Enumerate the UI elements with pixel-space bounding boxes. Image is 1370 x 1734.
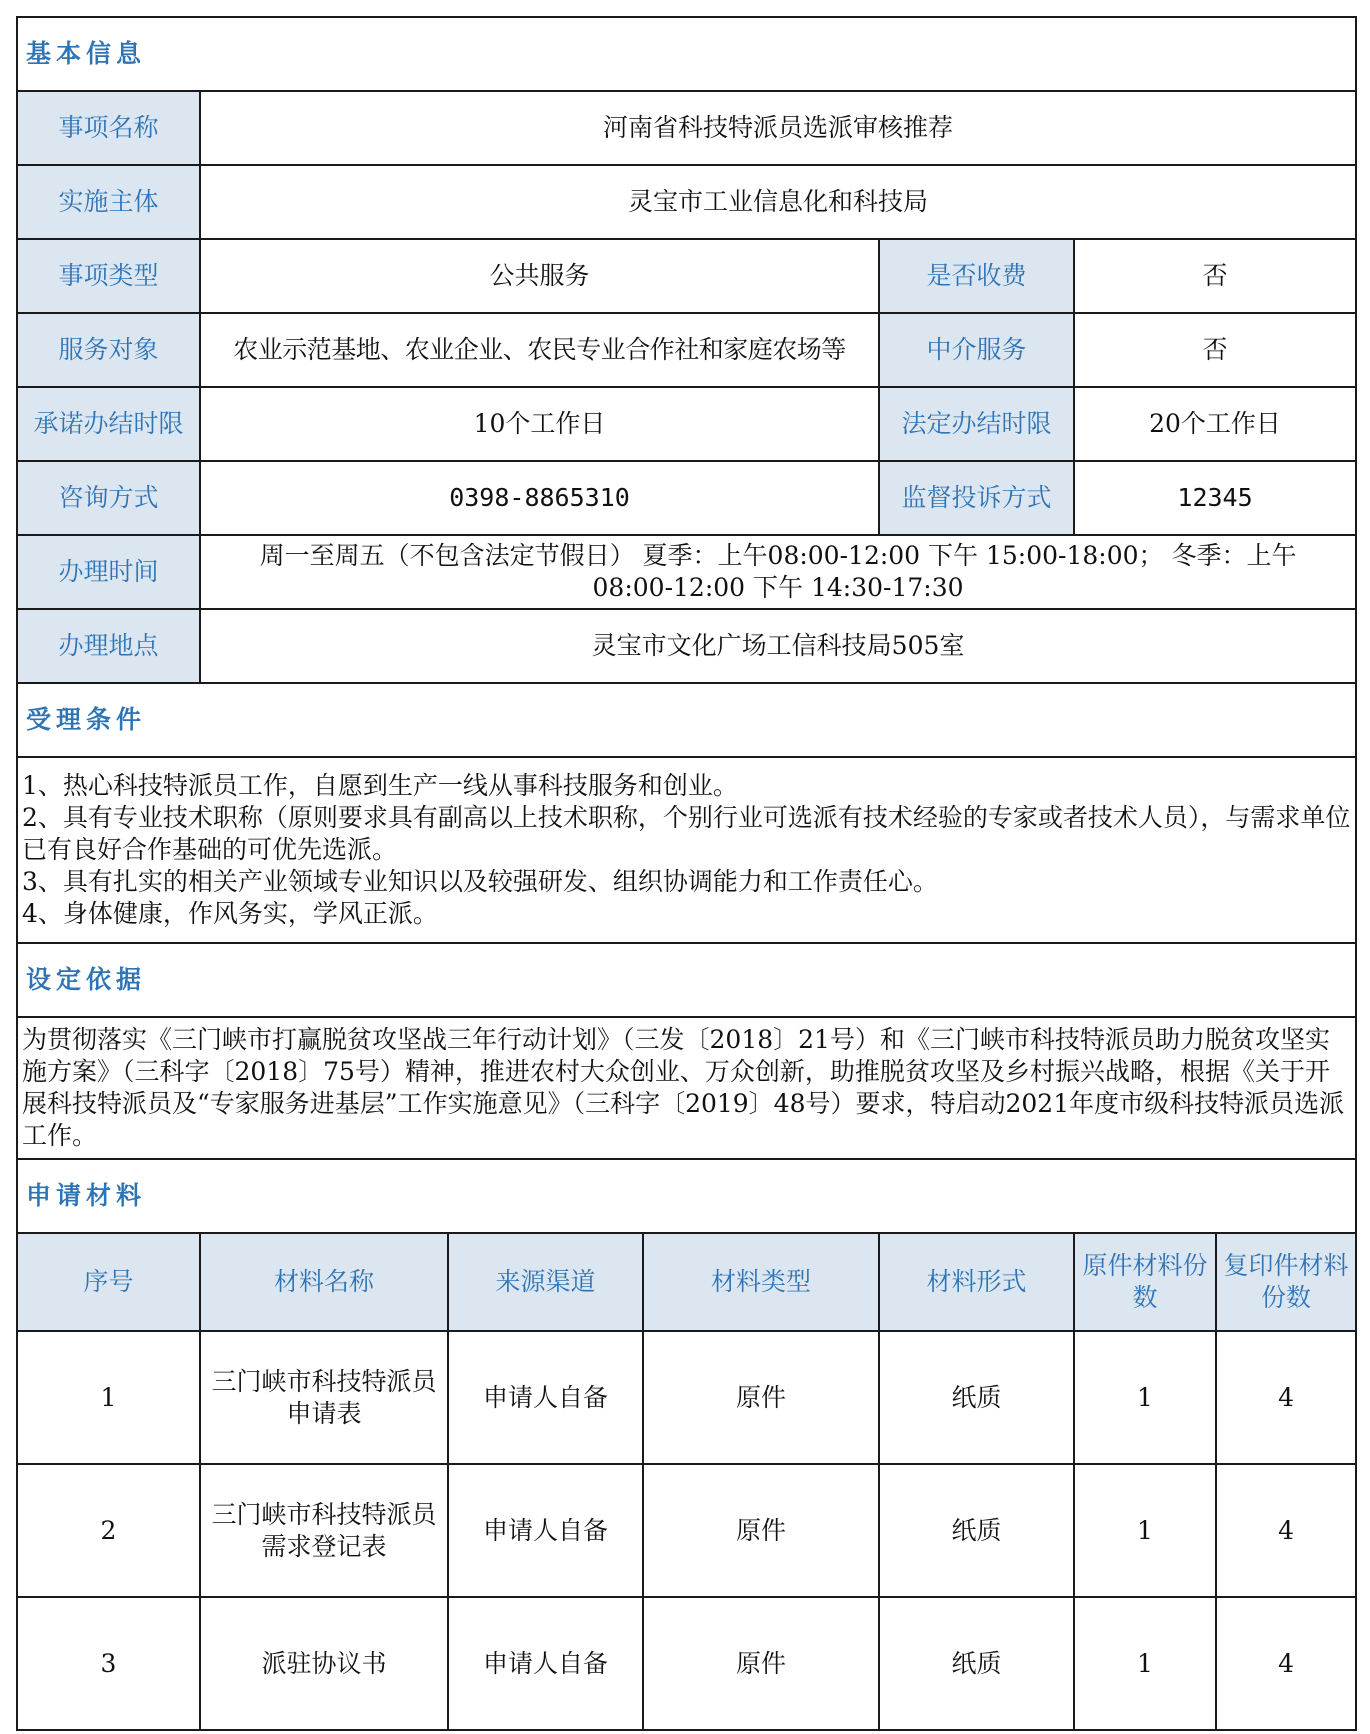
label-legal: 法定办结时限	[879, 387, 1074, 461]
section-title-basic: 基本信息	[17, 17, 1356, 91]
row-conditions	[17, 757, 1356, 943]
label-type: 事项类型	[17, 239, 200, 313]
value-consult-phone: 0398-8865310	[200, 461, 879, 535]
value-agency: 否	[1074, 313, 1356, 387]
row-target-agency	[17, 313, 1356, 387]
row-basis	[17, 1017, 1356, 1159]
label-item-name: 事项名称	[17, 91, 200, 165]
cell-no: 1	[17, 1331, 200, 1464]
row-place	[17, 609, 1356, 683]
label-promise: 承诺办结时限	[17, 387, 200, 461]
row-contact	[17, 461, 1356, 535]
row-time-limits	[17, 387, 1356, 461]
header-name: 材料名称	[200, 1233, 448, 1331]
condition-item: 3、具有扎实的相关产业领域专业知识以及较强研发、组织协调能力和工作责任心。	[22, 867, 938, 896]
label-hours: 办理时间	[17, 535, 200, 609]
section-materials-row	[17, 1159, 1356, 1233]
value-subject: 灵宝市工业信息化和科技局	[200, 165, 1356, 239]
label-consult: 咨询方式	[17, 461, 200, 535]
label-fee: 是否收费	[879, 239, 1074, 313]
cell-type: 原件	[643, 1464, 879, 1597]
hours-line-2: 08:00-12:00 下午 14:30-17:30	[592, 573, 964, 602]
row-subject	[17, 165, 1356, 239]
header-copy-count: 复印件材料份数	[1216, 1233, 1356, 1331]
label-target: 服务对象	[17, 313, 200, 387]
row-item-name	[17, 91, 1356, 165]
section-basic-row	[17, 17, 1356, 91]
value-place: 灵宝市文化广场工信科技局505室	[200, 609, 1356, 683]
conditions-list	[17, 757, 1356, 943]
service-guide-table	[16, 16, 1357, 1731]
value-promise: 10个工作日	[200, 387, 879, 461]
header-orig-count: 原件材料份数	[1074, 1233, 1216, 1331]
table-row	[17, 1464, 1356, 1597]
cell-name: 派驻协议书	[200, 1597, 448, 1730]
label-agency: 中介服务	[879, 313, 1074, 387]
value-fee: 否	[1074, 239, 1356, 313]
cell-name: 三门峡市科技特派员申请表	[200, 1331, 448, 1464]
condition-item: 4、身体健康，作风务实，学风正派。	[22, 899, 438, 928]
section-conditions-row	[17, 683, 1356, 757]
section-title-conditions: 受理条件	[17, 683, 1356, 757]
cell-source: 申请人自备	[448, 1597, 643, 1730]
condition-item: 1、热心科技特派员工作，自愿到生产一线从事科技服务和创业。	[22, 771, 738, 800]
cell-type: 原件	[643, 1597, 879, 1730]
cell-source: 申请人自备	[448, 1331, 643, 1464]
section-title-basis: 设定依据	[17, 943, 1356, 1017]
cell-orig-count: 1	[1074, 1464, 1216, 1597]
cell-type: 原件	[643, 1331, 879, 1464]
value-hours	[200, 535, 1356, 609]
label-place: 办理地点	[17, 609, 200, 683]
section-basis-row	[17, 943, 1356, 1017]
header-form: 材料形式	[879, 1233, 1074, 1331]
table-row	[17, 1331, 1356, 1464]
cell-name: 三门峡市科技特派员需求登记表	[200, 1464, 448, 1597]
table-row	[17, 1597, 1356, 1730]
value-complaint-phone: 12345	[1074, 461, 1356, 535]
row-type-fee	[17, 239, 1356, 313]
label-complaint: 监督投诉方式	[879, 461, 1074, 535]
value-type: 公共服务	[200, 239, 879, 313]
cell-copy-count: 4	[1216, 1597, 1356, 1730]
materials-header-row	[17, 1233, 1356, 1331]
value-item-name: 河南省科技特派员选派审核推荐	[200, 91, 1356, 165]
condition-item: 2、具有专业技术职称（原则要求具有副高以上技术职称，个别行业可选派有技术经验的专家或者技术人员），与需求单位已有良好合作基础的可优先选派。	[22, 803, 1351, 864]
cell-no: 2	[17, 1464, 200, 1597]
header-type: 材料类型	[643, 1233, 879, 1331]
cell-source: 申请人自备	[448, 1464, 643, 1597]
cell-orig-count: 1	[1074, 1597, 1216, 1730]
value-legal: 20个工作日	[1074, 387, 1356, 461]
cell-form: 纸质	[879, 1597, 1074, 1730]
cell-form: 纸质	[879, 1464, 1074, 1597]
label-subject: 实施主体	[17, 165, 200, 239]
hours-line-1: 周一至周五（不包含法定节假日） 夏季：上午08:00-12:00 下午 15:00-18:00； 冬季：上午	[259, 541, 1297, 570]
header-source: 来源渠道	[448, 1233, 643, 1331]
service-guide-sheet	[16, 16, 1355, 1731]
section-title-materials: 申请材料	[17, 1159, 1356, 1233]
value-target: 农业示范基地、农业企业、农民专业合作社和家庭农场等	[200, 313, 879, 387]
cell-orig-count: 1	[1074, 1331, 1216, 1464]
cell-copy-count: 4	[1216, 1331, 1356, 1464]
header-no: 序号	[17, 1233, 200, 1331]
cell-copy-count: 4	[1216, 1464, 1356, 1597]
row-hours	[17, 535, 1356, 609]
cell-form: 纸质	[879, 1331, 1074, 1464]
basis-text: 为贯彻落实《三门峡市打赢脱贫攻坚战三年行动计划》（三发〔2018〕21号）和《三门峡市科技特派员助力脱贫攻坚实施方案》（三科字〔2018〕75号）精神，推进农村大众创业、万众创新，助推脱贫攻坚及乡村振兴战略，根据《关于开展科技特派员及“专家服务进基层”工作实施意见》（三科字〔2019〕48号）要求，特启动2021年度市级科技特派员选派工作。	[17, 1017, 1356, 1159]
cell-no: 3	[17, 1597, 200, 1730]
